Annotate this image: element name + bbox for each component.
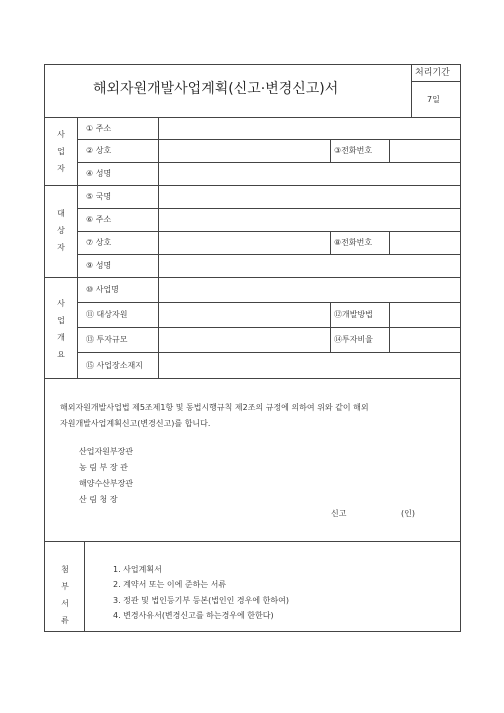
signature-field[interactable] xyxy=(350,504,400,520)
sign-label: 신고 xyxy=(331,509,347,518)
overview-development-method-field[interactable] xyxy=(390,303,460,327)
section-label-applicant: 사 업 자 xyxy=(57,130,65,173)
section-line xyxy=(44,378,461,379)
declaration-bottom-line xyxy=(44,541,461,542)
overview-project-name-field[interactable] xyxy=(159,278,460,302)
applicant-address-field[interactable] xyxy=(159,118,460,139)
section-label-column-line xyxy=(77,117,78,378)
attachment-item: 1. 사업계획서 xyxy=(113,565,162,574)
recipient-forest-service-head: 산 림 청 장 xyxy=(79,495,118,504)
row-label-name: ⑨ 성명 xyxy=(86,261,112,270)
row-label-trade-name: ② 상호 xyxy=(86,146,112,155)
outer-border-top xyxy=(44,64,461,65)
target-phone-field[interactable] xyxy=(390,232,460,254)
declaration-line-1: 해외자원개발사업법 제5조제1항 및 동법시행규칙 제2조의 규정에 의하여 위와 같이 해외 xyxy=(60,403,369,412)
target-trade-name-field[interactable] xyxy=(159,232,329,254)
row-label-investment-ratio: ⑭투자비율 xyxy=(334,335,373,344)
row-label-development-method: ⑫개발방법 xyxy=(334,310,373,319)
processing-divider xyxy=(411,81,461,82)
row-label-country: ⑤ 국명 xyxy=(86,192,112,201)
row-label-project-name: ⑩ 사업명 xyxy=(86,285,119,294)
outer-border-bottom xyxy=(44,631,461,632)
section-label-target: 대 상 자 xyxy=(57,209,65,252)
attachments-label: 첨 부 서 류 xyxy=(61,565,69,625)
applicant-phone-field[interactable] xyxy=(390,140,460,162)
overview-investment-ratio-field[interactable] xyxy=(390,328,460,352)
attachment-item: 2. 계약서 또는 이에 준하는 서류 xyxy=(113,580,227,589)
attachment-item: 3. 정관 및 법인등기부 등본(법인인 경우에 한하여) xyxy=(113,596,289,605)
seal-label: (인) xyxy=(401,509,415,518)
attachments-label-line xyxy=(84,541,85,631)
outer-border-left xyxy=(44,64,45,632)
applicant-name-field[interactable] xyxy=(159,163,460,185)
row-label-target-resource: ⑪ 대상자원 xyxy=(86,310,128,319)
section-label-overview: 사 업 개 요 xyxy=(57,299,65,359)
row-label-name: ④ 성명 xyxy=(86,169,112,178)
form-title: 해외자원개발사업계획(신고·변경신고)서 xyxy=(93,81,339,97)
method-column-line xyxy=(330,302,331,352)
row-label-project-location: ⑮ 사업장소재지 xyxy=(86,361,143,370)
phone-column-line xyxy=(330,231,331,254)
title-right-divider xyxy=(411,64,412,117)
row-label-address: ⑥ 주소 xyxy=(86,215,112,224)
overview-investment-scale-field[interactable] xyxy=(159,328,329,352)
row-label-phone: ③전화번호 xyxy=(334,146,373,155)
target-country-field[interactable] xyxy=(159,186,460,208)
row-label-phone: ⑧전화번호 xyxy=(334,238,373,247)
attachment-item: 4. 변경사유서(변경신고를 하는경우에 한한다) xyxy=(113,611,274,620)
processing-period-value: 7일 xyxy=(427,95,440,104)
overview-target-resource-field[interactable] xyxy=(159,303,329,327)
phone-column-line xyxy=(330,139,331,162)
target-address-field[interactable] xyxy=(159,209,460,231)
recipient-maritime-minister: 해양수산부장관 xyxy=(79,479,134,488)
row-label-address: ① 주소 xyxy=(86,124,112,133)
processing-period-label: 처리기간 xyxy=(415,68,450,78)
recipient-industry-minister: 산업자원부장관 xyxy=(79,447,134,456)
applicant-trade-name-field[interactable] xyxy=(159,140,329,162)
row-label-trade-name: ⑦ 상호 xyxy=(86,238,112,247)
declaration-line-2: 자원개발사업계획신고(변경신고)를 합니다. xyxy=(60,419,211,428)
overview-project-location-field[interactable] xyxy=(159,353,460,378)
target-name-field[interactable] xyxy=(159,255,460,277)
outer-border-right xyxy=(460,64,461,632)
recipient-agriculture-minister: 농 림 부 장 관 xyxy=(79,463,128,472)
row-label-investment-scale: ⑬ 투자규모 xyxy=(86,335,128,344)
